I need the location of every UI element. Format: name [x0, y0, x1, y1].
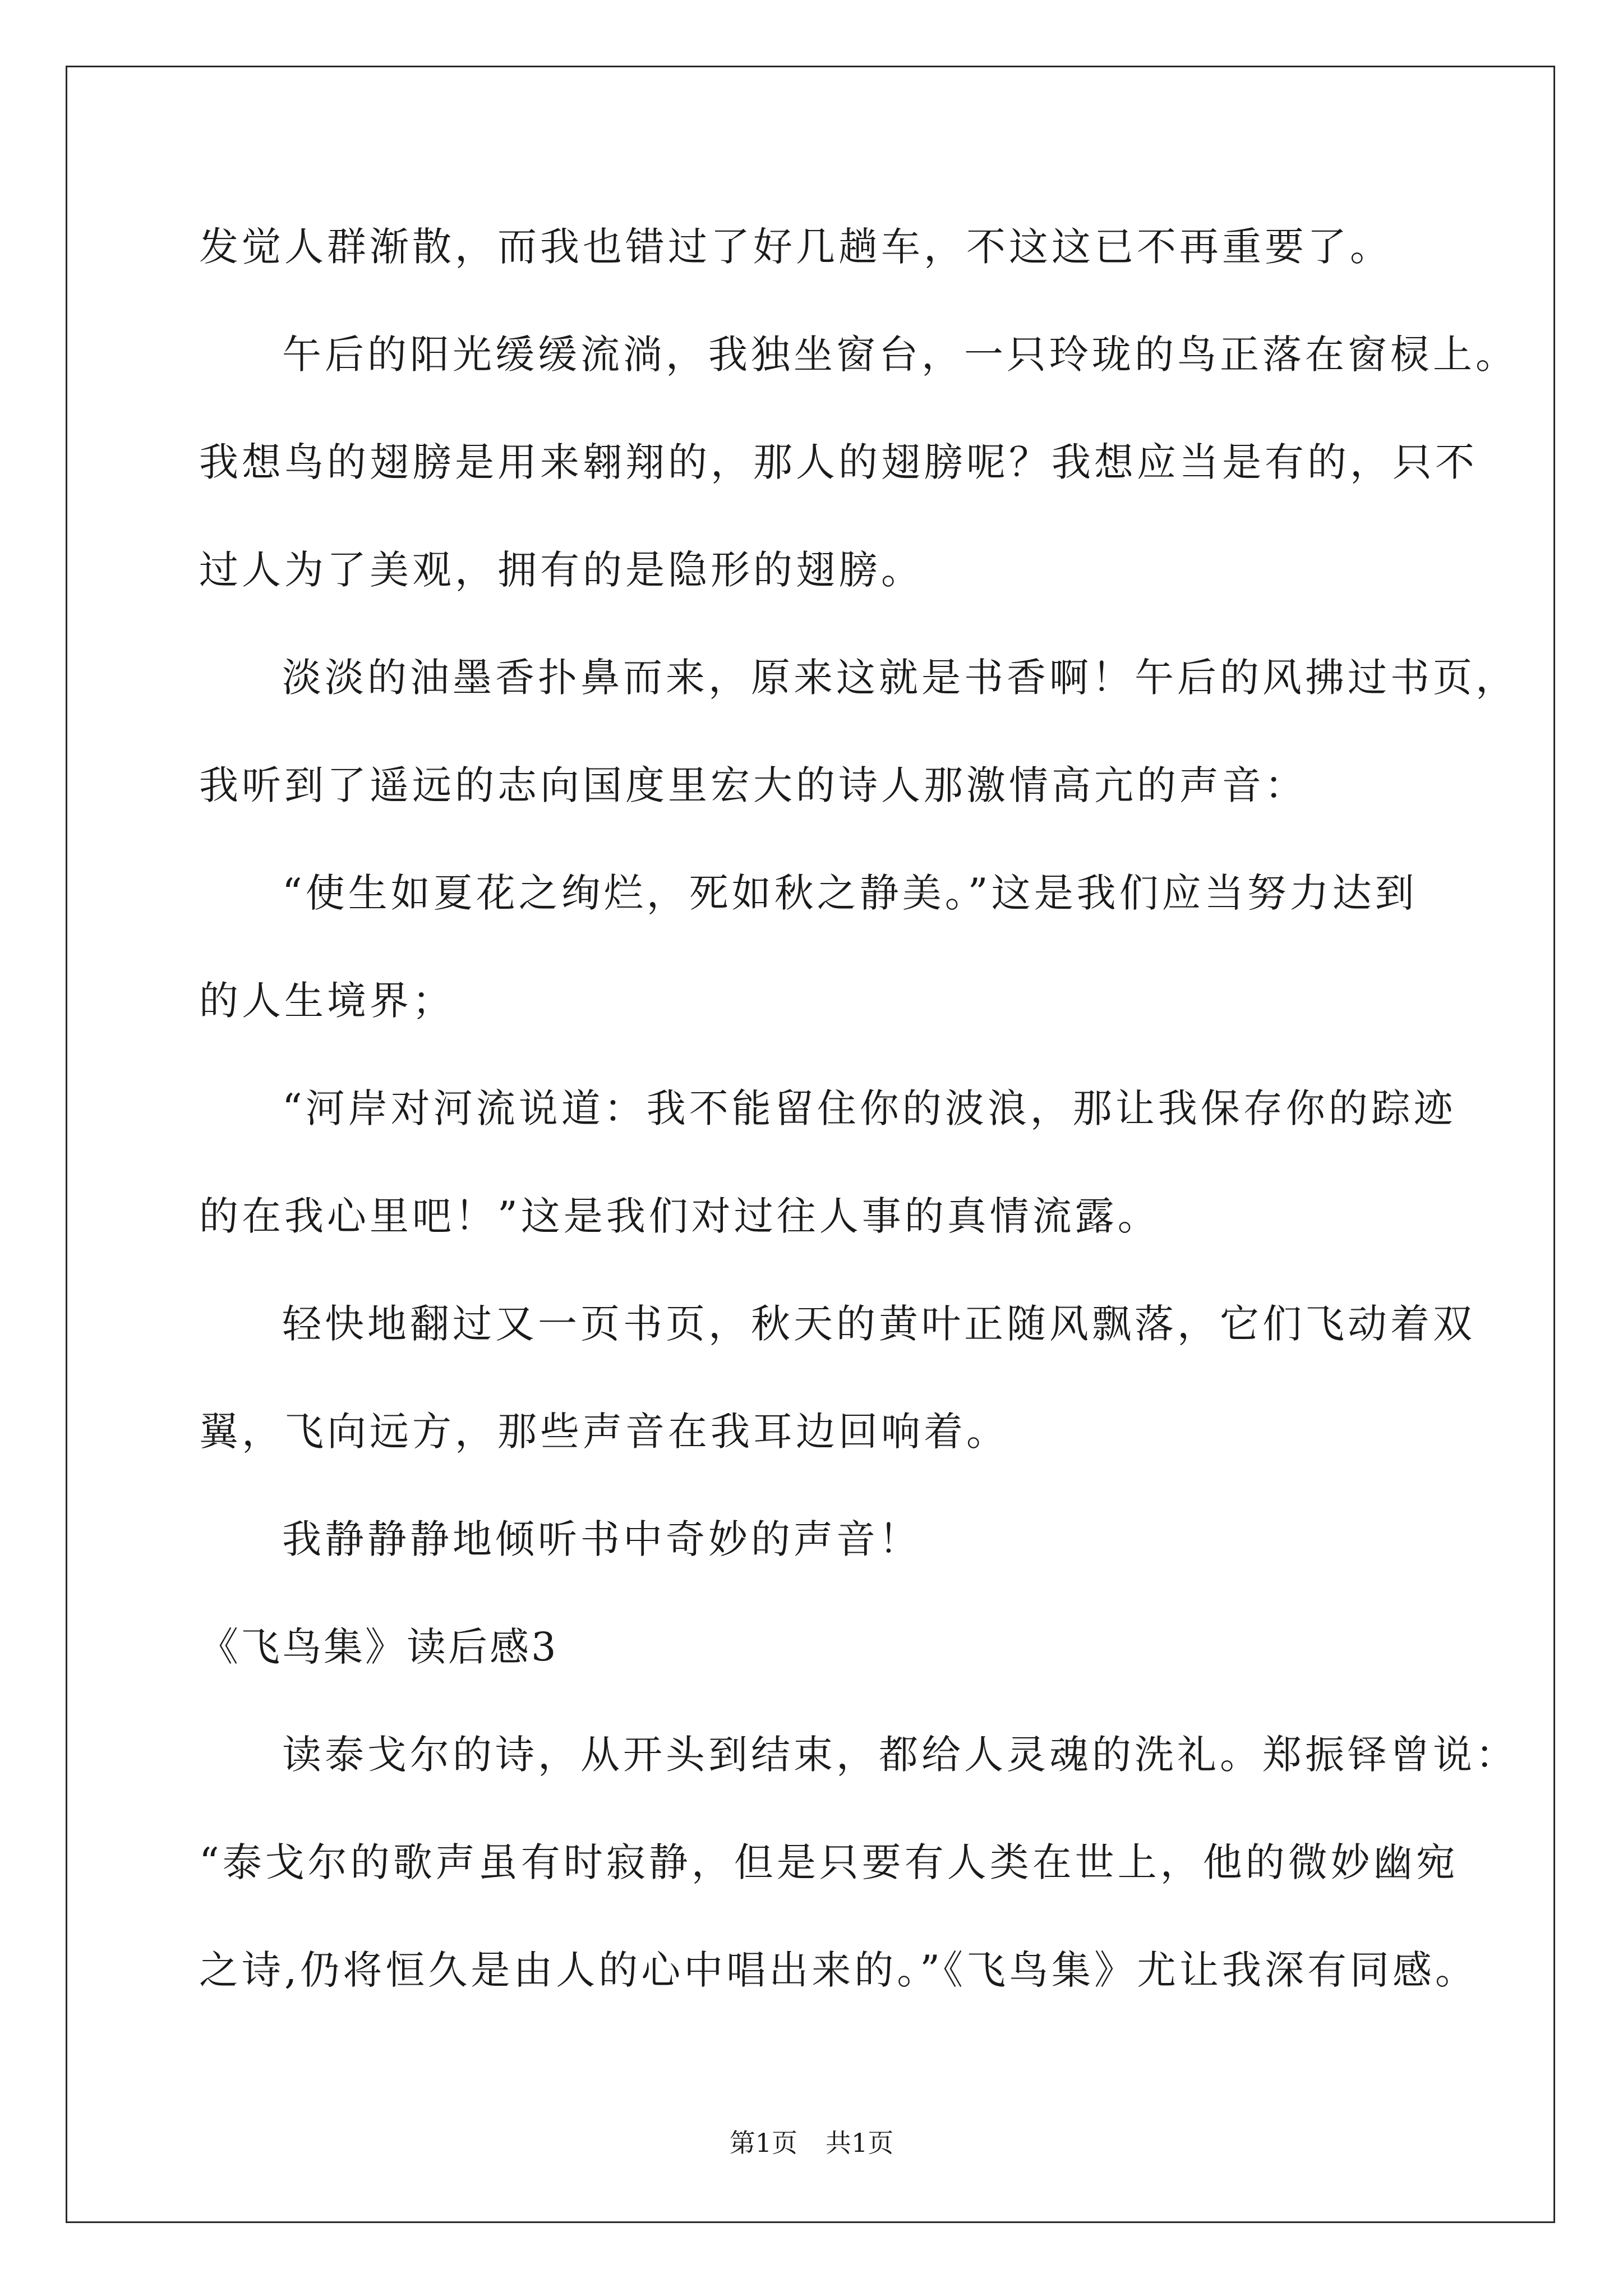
page-total: 共1页 — [826, 2128, 894, 2158]
page-footer — [0, 2126, 1623, 2160]
text-line: 的在我心里吧！”这是我们对过往人事的真情流露。 — [199, 1193, 1160, 1239]
text-line: “河岸对河流说道：我不能留住你的波浪，那让我保存你的踪迹 — [282, 1085, 1456, 1131]
text-line: 之诗,仍将恒久是由人的心中唱出来的。”《飞鸟集》尤让我深有同感。 — [199, 1947, 1478, 1993]
text-line: 淡淡的油墨香扑鼻而来，原来这就是书香啊！午后的风拂过书页， — [282, 655, 1518, 701]
text-line: 轻快地翻过又一页书页，秋天的黄叶正随风飘落，它们飞动着双 — [282, 1301, 1476, 1347]
text-line: 午后的阳光缓缓流淌，我独坐窗台，一只玲珑的鸟正落在窗棂上。 — [282, 332, 1518, 378]
text-line: 翼，飞向远方，那些声音在我耳边回响着。 — [199, 1409, 1009, 1455]
document-body — [199, 219, 1518, 2050]
text-line: 发觉人群渐散，而我也错过了好几趟车，不这这已不再重要了。 — [199, 224, 1393, 270]
page-number: 第1页 — [729, 2128, 797, 2158]
text-line: 的人生境界； — [199, 978, 455, 1024]
text-line: 过人为了美观，拥有的是隐形的翅膀。 — [199, 547, 924, 593]
text-line: “泰戈尔的歌声虽有时寂静，但是只要有人类在世上，他的微妙幽宛 — [199, 1839, 1459, 1885]
section-heading: 《飞鸟集》读后感3 — [199, 1624, 559, 1670]
text-line: 我静静静地倾听书中奇妙的声音！ — [282, 1516, 921, 1562]
text-line: 我想鸟的翅膀是用来翱翔的，那人的翅膀呢？我想应当是有的，只不 — [199, 439, 1478, 485]
text-line: 我听到了遥远的志向国度里宏大的诗人那激情高亢的声音： — [199, 762, 1307, 808]
text-line: “使生如夏花之绚烂，死如秋之静美。”这是我们应当努力达到 — [282, 870, 1418, 916]
text-line: 读泰戈尔的诗，从开头到结束，都给人灵魂的洗礼。郑振铎曾说： — [282, 1732, 1518, 1778]
